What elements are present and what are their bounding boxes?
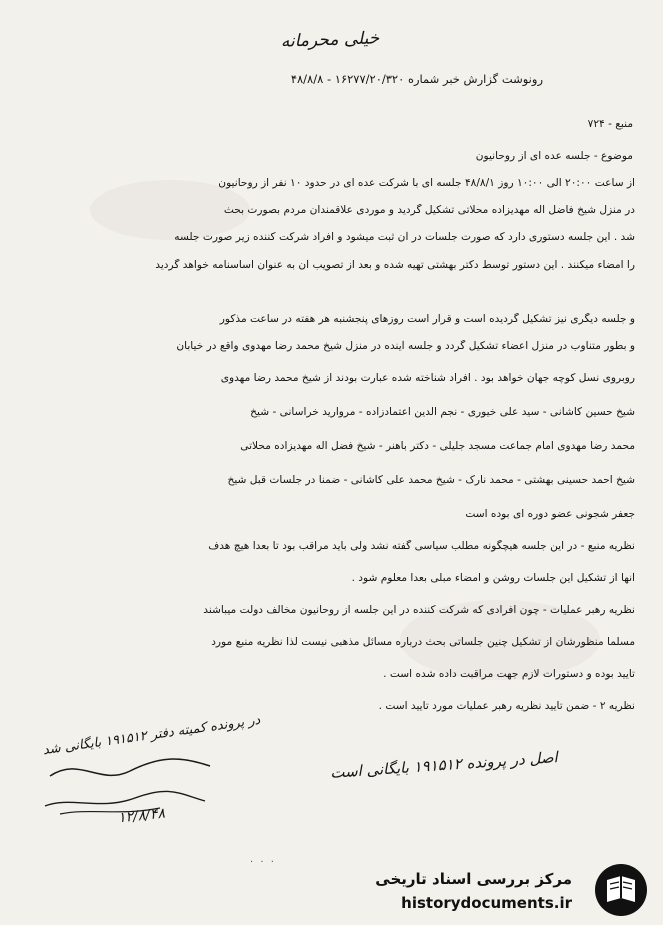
subject-line: موضوع - جلسه عده ای از روحانیون [475,150,633,162]
body-line: روبروی نسل کوچه جهان خواهد بود . افراد شناخته شده عبارت بودند از شیخ محمد رضا مهدوی [220,372,635,384]
footer-dots: . . . [250,854,276,865]
source-opinion: نظریه منبع - در این جلسه هیچگونه مطلب سیاسی گفته نشد ولی باید مراقب بود تا بعدا هیچ هدف [208,540,635,552]
watermark-title: مرکز بررسی اسناد تاریخی [375,870,572,888]
body-line: شد . این جلسه دستوری دارد که صورت جلسات در آن ثبت میشود و افراد شرکت کننده زیر صورت جلسه [174,231,635,243]
second-opinion: نظریه ۲ - ضمن تایید نظریه رهبر عملیات مورد تایید است . [378,700,635,712]
body-line: شیخ احمد حسینی بهشتی - محمد نارک - شیخ محمد علی کاشانی - ضمنا در جلسات قبل شیخ [227,474,635,486]
archive-note: اصل در پرونده ۱۹۱۵۱۲ بایگانی است [329,748,559,782]
body-line: محمد رضا مهدوی امام جماعت مسجد جلیلی - دکتر باهنر - شیخ فضل اله مهدیزاده محلاتی [240,440,635,452]
body-line: شیخ حسین کاشانی - سید علی خیوری - نجم الدین اعتمادزاده - مروارید خراسانی - شیخ [250,406,635,418]
book-logo-icon [592,862,650,918]
body-line: را امضاء میکنند . این دستور توسط دکتر بهشتی تهیه شده و بعد از تصویب آن به عنوان اساسنامه خواهد گردید [155,259,635,271]
margin-date: ۱۲/۸/۴۸ [117,805,166,827]
operations-opinion: نظریه رهبر عملیات - چون افرادی که شرکت کننده در این جلسه از روحانیون مخالف دولت میباشند [203,604,635,616]
body-line: در منزل شیخ فاضل اله مهدیزاده محلاتی تشکیل گردید و موردی علاقمندان مردم بصورت بحث [223,204,635,216]
operations-opinion-cont: تایید بوده و دستورات لازم جهت مراقبت داده شده است . [383,668,635,680]
classification-handwritten: خیلی محرمانه [280,28,380,52]
source-line: منبع - ۷۲۴ [587,118,633,130]
watermark-logo [360,858,658,920]
operations-opinion-cont: مسلما منظورشان از تشکیل چنین جلساتی بحث درباره مسائل مذهبی نیست لذا نظریه منبع مورد [211,636,635,648]
body-line: از ساعت ۲۰:۰۰ الی ۱۰:۰۰ روز ۴۸/۸/۱ جلسه ای با شرکت عده ای در حدود ۱۰ نفر از روحانیون [218,177,635,189]
body-line: و جلسه دیگری نیز تشکیل گردیده است و قرار است روزهای پنجشنبه هر هفته در ساعت مذکور [219,313,635,325]
report-reference: رونوشت گزارش خبر شماره ۱۶۲۷۷/۲۰/۳۲۰ - ۴۸/۸/۸ [290,72,543,86]
body-line: و بطور متناوب در منزل اعضاء تشکیل گردد و جلسه آینده در منزل شیخ محمد رضا مهدوی واقع در خیابان [176,340,635,352]
source-opinion-cont: آنها از تشکیل این جلسات روشن و امضاء مبلی بعدا معلوم شود . [351,572,635,584]
margin-handwritten-note: در پرونده کمیته دفتر ۱۹۱۵۱۲ بایگانی شد [42,712,262,759]
body-line: جعفر شجونی عضو دوره ای بوده است [465,508,635,520]
signature-scribble-icon [40,716,220,836]
watermark-url: historydocuments.ir [401,894,572,912]
